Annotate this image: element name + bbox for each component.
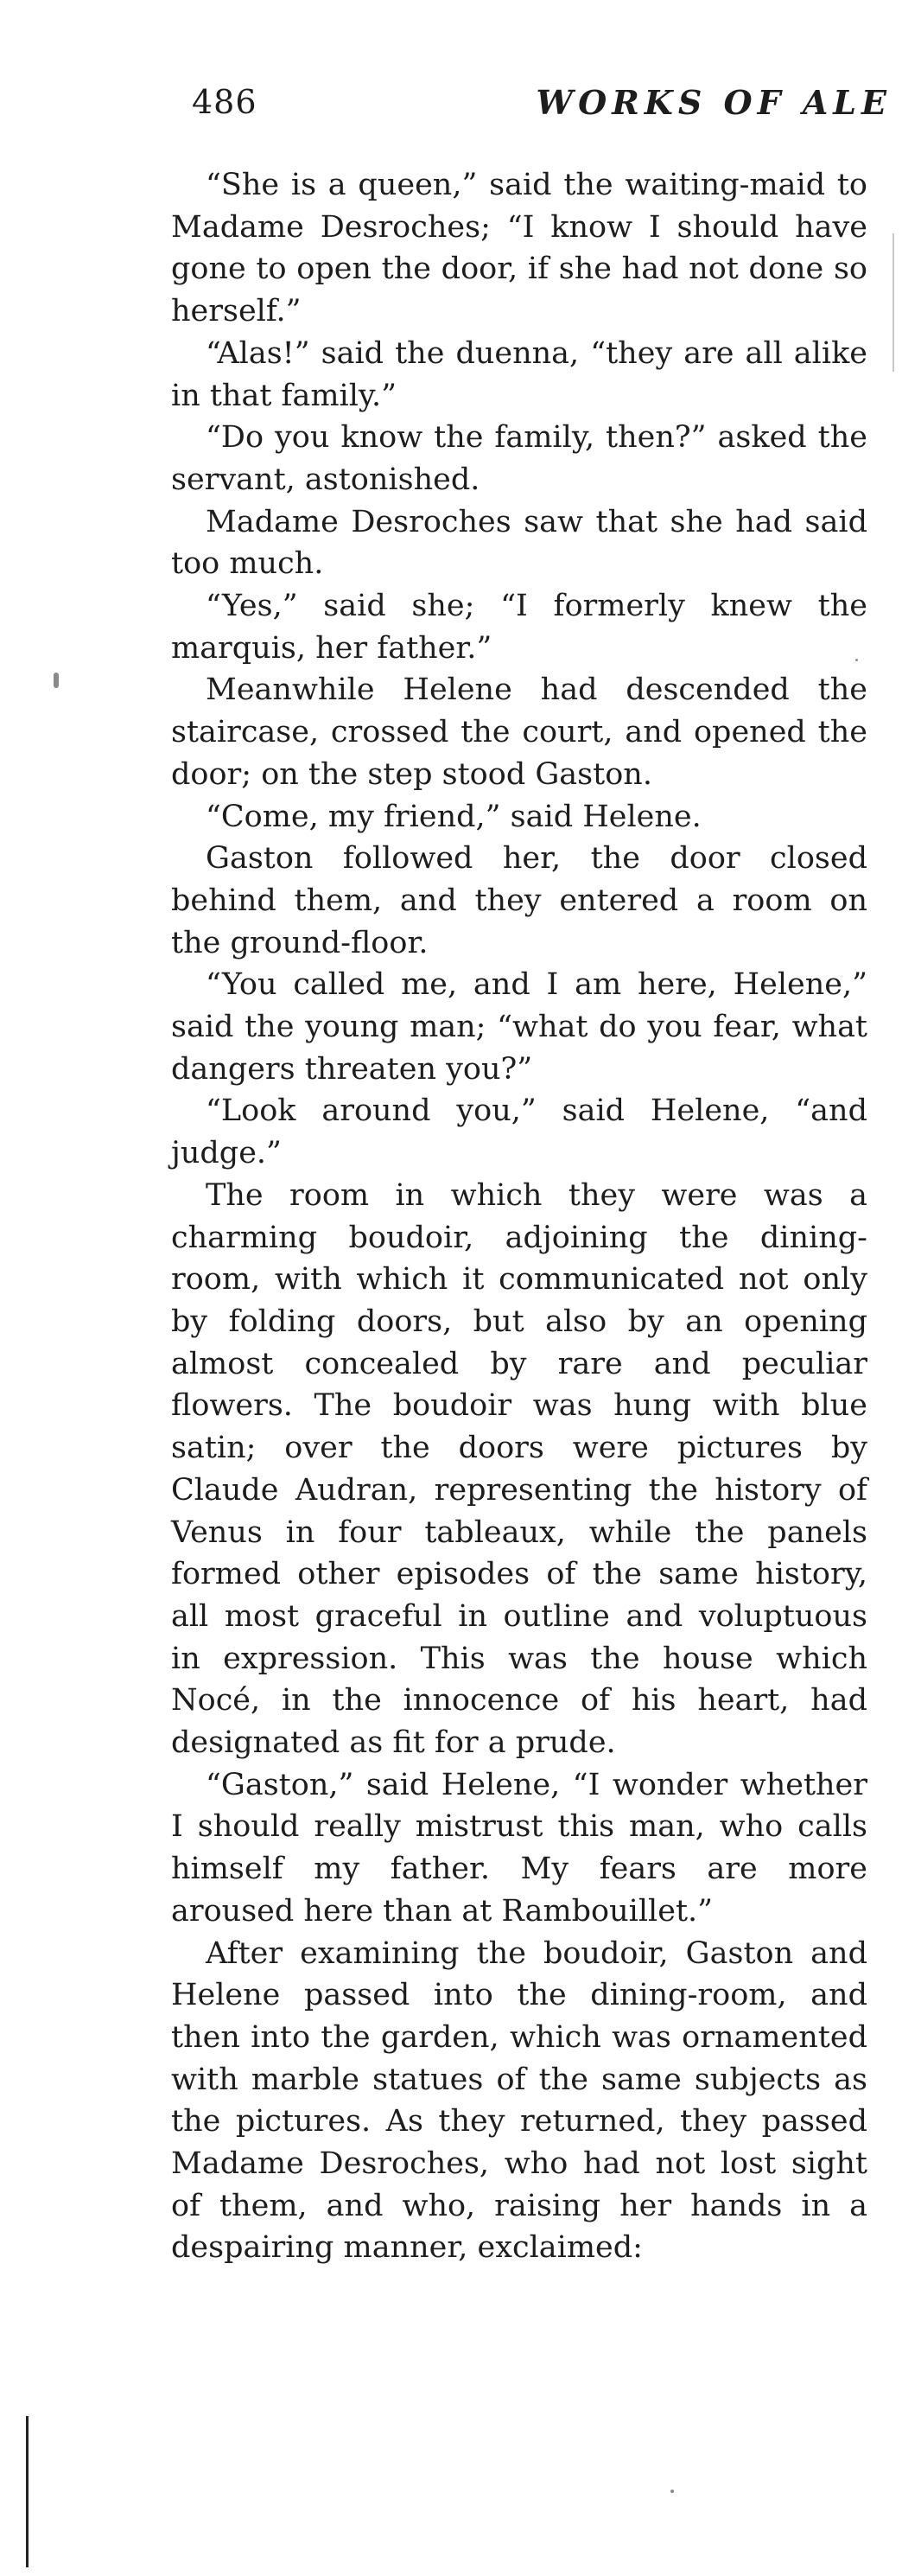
scan-speck [855, 659, 858, 661]
paragraph: “Alas!” said the duenna, “they are all alike in that family.” [171, 335, 867, 413]
page-header [192, 83, 892, 135]
body-text [171, 164, 867, 2269]
paragraph: “Look around you,” said Helene, “and judge.” [171, 1094, 867, 1171]
paragraph: The room in which they were was a charming boudoir, adjoining the dining-room, with which it communicated not only by folding doors, but also by an opening almost concealed by rare and peculiar flowers. The boudoir was hung with blue satin; over the doors were pictures by Claude Audran, representing the history of Venus in four tableaux, while the panels formed other episodes of the same history, all most graceful in outline and voluptuous in expression. This was the house which Nocé, in the innocence of his heart, had designated as fit for a prude. [171, 1177, 867, 1761]
margin-rule-left [26, 2416, 29, 2567]
paragraph: After examining the boudoir, Gaston and Helene passed into the dining-room, and then into the garden, which was ornamented with marble statues of the same subjects as the pictures. As they returned, they passed Madame Desroches, who had not lost sight of them, and who, raising her hands in a despairing manner, exclaimed: [171, 1935, 867, 2266]
page-number: 486 [192, 83, 257, 121]
paragraph: “She is a queen,” said the waiting-maid to Madame Desroches; “I know I should have gone to open the door, if she had not done so herself.” [171, 168, 867, 329]
paragraph: “Come, my friend,” said Helene. [206, 799, 702, 834]
running-title: WORKS OF ALE [536, 83, 892, 122]
scan-speck [670, 2490, 674, 2493]
paragraph: Madame Desroches saw that she had said too much. [171, 504, 867, 582]
paragraph: Gaston followed her, the door closed behind them, and they entered a room on the ground-floor. [171, 841, 867, 960]
scan-speck [54, 673, 59, 688]
paragraph: “Yes,” said she; “I formerly knew the marquis, her father.” [171, 589, 867, 666]
paragraph: “You called me, and I am here, Helene,” said the young man; “what do you fear, what dangers threaten you?” [171, 967, 867, 1087]
margin-rule-right [892, 233, 894, 372]
paragraph: “Gaston,” said Helene, “I wonder whether I should really mistrust this man, who calls himself my father. My fears are more aroused here than at Rambouillet.” [171, 1767, 867, 1929]
paragraph: Meanwhile Helene had descended the staircase, crossed the court, and opened the door; on the step stood Gaston. [171, 673, 867, 792]
paragraph: “Do you know the family, then?” asked the servant, astonished. [171, 420, 867, 497]
